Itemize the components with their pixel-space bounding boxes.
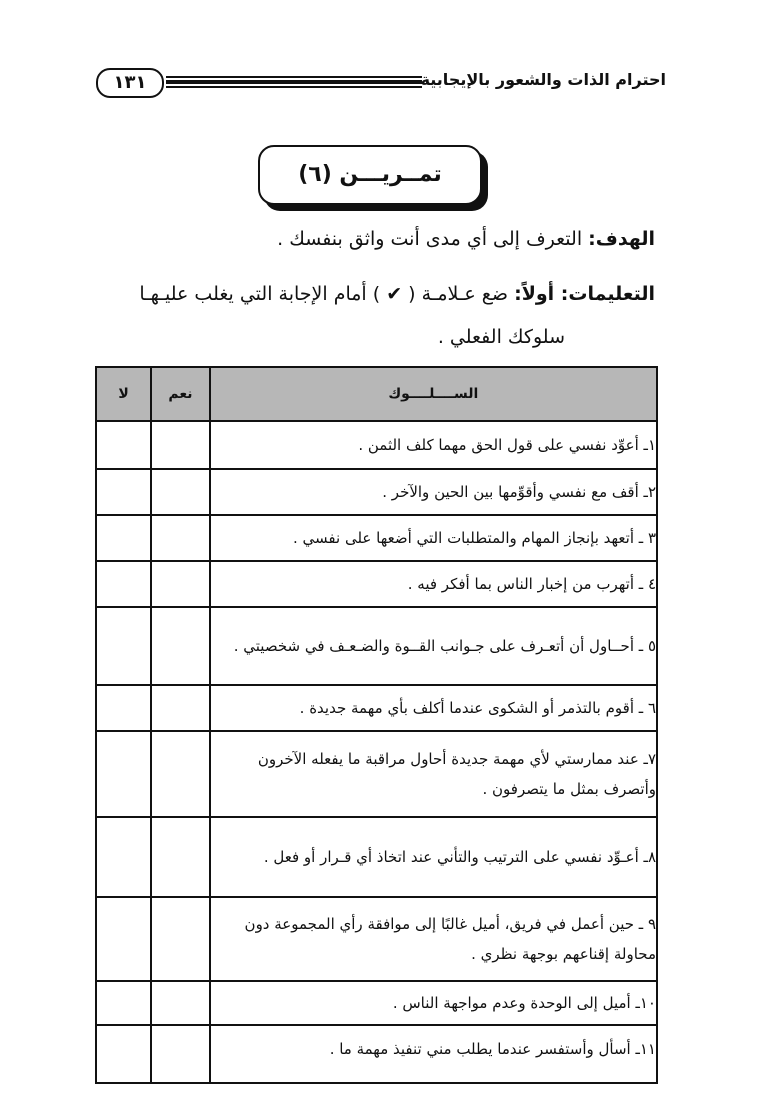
table-row <box>96 685 657 731</box>
behavior-table <box>95 366 658 1084</box>
yes-checkbox-cell[interactable] <box>151 421 209 469</box>
yes-checkbox-cell[interactable] <box>151 817 209 897</box>
exercise-title-box <box>258 145 482 205</box>
header-no: لا <box>96 367 151 421</box>
header-behavior: الســــلــــوك <box>210 367 657 421</box>
instructions-line-2: سلوكك الفعلي . <box>437 326 565 348</box>
yes-checkbox-cell[interactable] <box>151 561 209 607</box>
yes-checkbox-cell[interactable] <box>151 607 209 685</box>
behavior-text: ٨ـ أعـوِّد نفسي على الترتيب والتأني عند اتخاذ أي قـرار أو فعل . <box>210 817 657 897</box>
goal-text: التعرف إلى أي مدى أنت واثق بنفسك . <box>277 228 589 250</box>
no-checkbox-cell[interactable] <box>96 607 151 685</box>
no-checkbox-cell[interactable] <box>96 515 151 561</box>
behavior-text: ١٠ـ أميل إلى الوحدة وعدم مواجهة الناس . <box>210 981 657 1025</box>
running-header <box>96 66 666 100</box>
running-title: احترام الذات والشعور بالإيجابية <box>420 70 666 89</box>
table-row <box>96 731 657 817</box>
no-checkbox-cell[interactable] <box>96 469 151 515</box>
no-checkbox-cell[interactable] <box>96 421 151 469</box>
table-row <box>96 981 657 1025</box>
exercise-title: تمــريـــن (٦) <box>298 162 442 187</box>
yes-checkbox-cell[interactable] <box>151 1025 209 1083</box>
behavior-text: ٤ ـ أتهرب من إخبار الناس بما أفكر فيه . <box>210 561 657 607</box>
yes-checkbox-cell[interactable] <box>151 469 209 515</box>
header-yes: نعم <box>151 367 209 421</box>
instructions-first-label: أولاً: <box>514 283 561 305</box>
goal-label: الهدف: <box>588 228 655 250</box>
no-checkbox-cell[interactable] <box>96 1025 151 1083</box>
header-rule <box>166 76 422 90</box>
table-row <box>96 469 657 515</box>
yes-checkbox-cell[interactable] <box>151 731 209 817</box>
no-checkbox-cell[interactable] <box>96 561 151 607</box>
behavior-text: ٣ ـ أتعهد بإنجاز المهام والمتطلبات التي أضعها على نفسي . <box>210 515 657 561</box>
yes-checkbox-cell[interactable] <box>151 981 209 1025</box>
table-row <box>96 515 657 561</box>
no-checkbox-cell[interactable] <box>96 817 151 897</box>
table-row <box>96 1025 657 1083</box>
yes-checkbox-cell[interactable] <box>151 685 209 731</box>
instructions-text: ضع عـلامـة ( ✔ ) أمام الإجابة التي يغلب عليـهـا <box>139 283 515 305</box>
no-checkbox-cell[interactable] <box>96 685 151 731</box>
no-checkbox-cell[interactable] <box>96 897 151 981</box>
behavior-text: ٧ـ عند ممارستي لأي مهمة جديدة أحاول مراقبة ما يفعله الآخرون وأتصرف بمثل ما يتصرفون . <box>210 731 657 817</box>
yes-checkbox-cell[interactable] <box>151 897 209 981</box>
yes-checkbox-cell[interactable] <box>151 515 209 561</box>
behavior-text: ١١ـ أسأل وأستفسر عندما يطلب مني تنفيذ مهمة ما . <box>210 1025 657 1083</box>
instructions-label: التعليمات: <box>560 283 655 305</box>
page-number: ١٣١ <box>96 68 164 98</box>
goal-line <box>277 228 655 250</box>
behavior-text: ١ـ أعوِّد نفسي على قول الحق مهما كلف الثمن . <box>210 421 657 469</box>
no-checkbox-cell[interactable] <box>96 981 151 1025</box>
table-row <box>96 897 657 981</box>
behavior-text: ٩ ـ حين أعمل في فريق، أميل غالبًا إلى موافقة رأي المجموعة دون محاولة إقناعهم بوجهة نظري . <box>210 897 657 981</box>
instructions-line <box>139 283 655 305</box>
no-checkbox-cell[interactable] <box>96 731 151 817</box>
table-row <box>96 421 657 469</box>
behavior-text: ٥ ـ أحــاول أن أتعـرف على جـوانب القــوة والضـعـف في شخصيتي . <box>210 607 657 685</box>
behavior-text: ٦ ـ أقوم بالتذمر أو الشكوى عندما أكلف بأي مهمة جديدة . <box>210 685 657 731</box>
table-row <box>96 607 657 685</box>
table-row <box>96 817 657 897</box>
behavior-text: ٢ـ أقف مع نفسي وأقوِّمها بين الحين والآخر . <box>210 469 657 515</box>
table-row <box>96 561 657 607</box>
